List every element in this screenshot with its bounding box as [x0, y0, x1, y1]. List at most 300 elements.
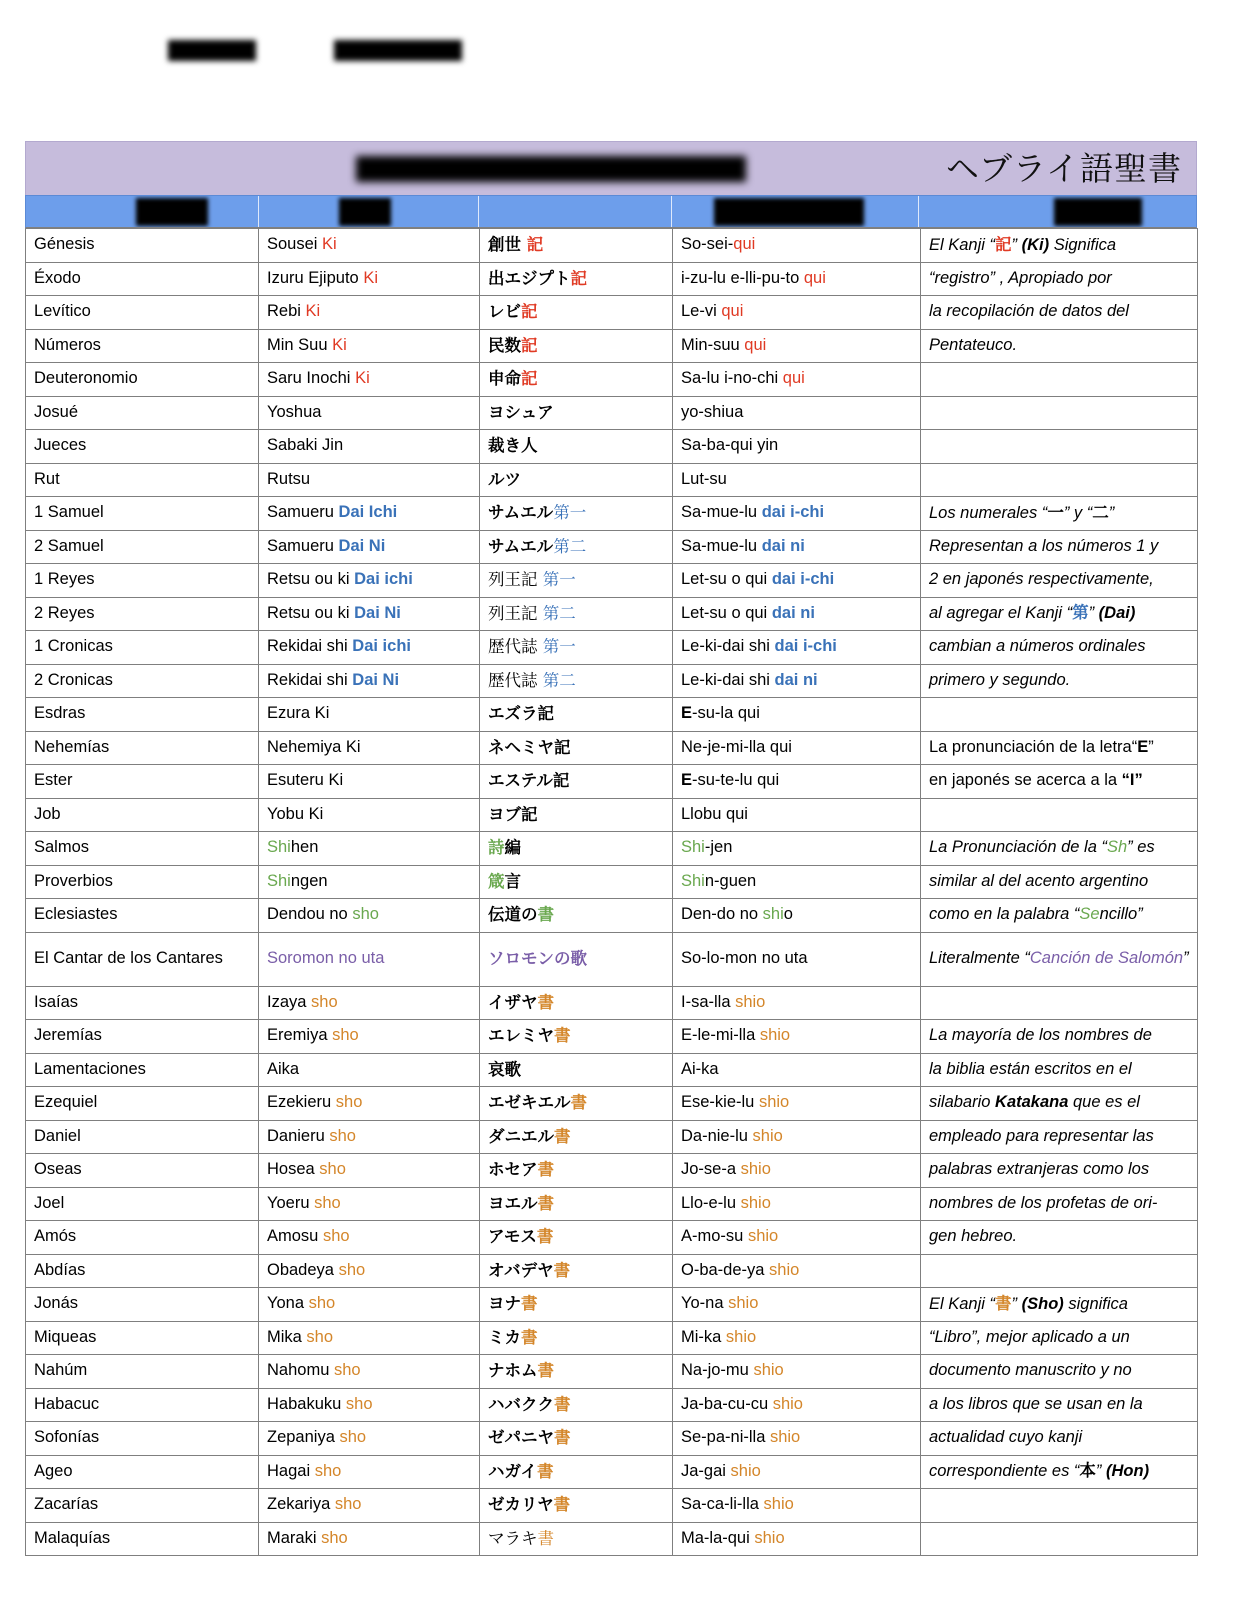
table-row[interactable]: [26, 430, 1198, 464]
japanese-run: アモス: [488, 1227, 537, 1247]
syllable-run: Sa-lu i-no-chi: [681, 369, 783, 388]
table-row[interactable]: [26, 1254, 1198, 1288]
cell-spanish-name: Eclesiastes: [26, 899, 259, 933]
japanese-run: オバデヤ: [488, 1260, 554, 1280]
romaji-run: Dai ichi: [354, 570, 413, 589]
cell-note: [921, 296, 1198, 330]
note-run: Se: [1079, 905, 1100, 924]
japanese-run: 歴代誌: [488, 637, 543, 657]
japanese-run: 書: [537, 1193, 554, 1213]
syllable-run: shio: [763, 1495, 794, 1514]
table-row[interactable]: [26, 664, 1198, 698]
table-row[interactable]: [26, 1422, 1198, 1456]
romaji-run: hen: [290, 838, 319, 857]
japanese-run: イザヤ: [488, 992, 538, 1012]
redaction-bar-header-1: [136, 198, 208, 226]
cell-romaji: [259, 1254, 480, 1288]
cell-japanese: [480, 430, 673, 464]
cell-syllabic-spanish: [673, 899, 921, 933]
note-run: El Kanji “: [929, 235, 996, 254]
syllable-run: Ai-ka: [681, 1059, 719, 1078]
cell-romaji: [259, 631, 480, 665]
romaji-run: Dai ichi: [352, 637, 411, 656]
cell-note: [921, 698, 1198, 732]
cell-spanish-name: Salmos: [26, 832, 259, 866]
redaction-bar-header-2: [339, 198, 391, 226]
cell-spanish-name: Abdías: [26, 1254, 259, 1288]
cell-syllabic-spanish: [673, 463, 921, 497]
cell-syllabic-spanish: [673, 296, 921, 330]
cell-spanish-name: Éxodo: [26, 262, 259, 296]
japanese-run: 民数: [488, 335, 521, 355]
cell-note: [921, 865, 1198, 899]
japanese-run: 第一: [553, 503, 587, 523]
cell-romaji: [259, 363, 480, 397]
cell-spanish-name: Daniel: [26, 1120, 259, 1154]
cell-romaji: [259, 1388, 480, 1422]
romaji-run: Soromon no uta: [267, 948, 385, 967]
cell-spanish-name: 2 Reyes: [26, 597, 259, 631]
japanese-run: 第一: [542, 637, 576, 657]
table-row[interactable]: [26, 396, 1198, 430]
syllable-run: dai ni: [774, 670, 818, 689]
cell-syllabic-spanish: [673, 597, 921, 631]
note-run: Representan a los números 1 y: [929, 536, 1159, 555]
cell-note: [921, 1355, 1198, 1389]
cell-spanish-name: Malaquías: [26, 1522, 259, 1556]
cell-note: [921, 1388, 1198, 1422]
table-row[interactable]: [26, 1489, 1198, 1523]
syllable-run: qui: [721, 302, 744, 321]
syllable-run: shio: [772, 1394, 803, 1413]
cell-syllabic-spanish: [673, 1321, 921, 1355]
cell-note: [921, 1187, 1198, 1221]
note-run: La mayoría de los nombres de: [929, 1026, 1152, 1045]
cell-japanese: [480, 932, 673, 986]
cell-syllabic-spanish: [673, 698, 921, 732]
table-row[interactable]: [26, 698, 1198, 732]
romaji-run: Yona: [267, 1294, 309, 1313]
column-header-spanish[interactable]: [26, 196, 259, 227]
romaji-run: Ki: [322, 235, 337, 254]
cell-romaji: [259, 1288, 480, 1322]
romaji-run: sho: [345, 1394, 373, 1413]
japanese-run: ハバクク: [488, 1394, 554, 1414]
note-run: como en la palabra “: [929, 905, 1080, 924]
romaji-run: Dai Ni: [352, 670, 400, 689]
romaji-run: sho: [321, 1528, 348, 1547]
cell-syllabic-spanish: [673, 1120, 921, 1154]
japanese-run: 歴代誌: [488, 670, 543, 690]
table-row[interactable]: [26, 597, 1198, 631]
syllable-run: shio: [769, 1428, 801, 1447]
cell-spanish-name: Sofonías: [26, 1422, 259, 1456]
table-row[interactable]: [26, 229, 1198, 263]
note-run: similar al del acento argentino: [929, 871, 1149, 890]
japanese-run: ソロモンの歌: [488, 948, 587, 968]
cell-japanese: [480, 899, 673, 933]
japanese-run: ホセア: [488, 1160, 538, 1180]
romaji-run: sho: [308, 1294, 336, 1313]
cell-romaji: [259, 597, 480, 631]
redaction-bar-header-4: [714, 198, 864, 226]
note-run: La pronunciación de la letra“: [929, 737, 1138, 756]
cell-japanese: [480, 463, 673, 497]
romaji-run: Esuteru Ki: [267, 771, 344, 790]
japanese-run: 第一: [542, 570, 576, 590]
cell-romaji: [259, 396, 480, 430]
romaji-run: Ezura Ki: [267, 704, 330, 723]
note-run: ”: [1011, 1294, 1022, 1313]
cell-spanish-name: Levítico: [26, 296, 259, 330]
romaji-run: Samueru: [267, 503, 339, 522]
note-run: La Pronunciación de la “: [929, 838, 1107, 857]
table-row[interactable]: [26, 1455, 1198, 1489]
syllable-run: shio: [728, 1294, 759, 1313]
note-run: 記: [995, 234, 1012, 254]
cell-syllabic-spanish: [673, 1355, 921, 1389]
cell-syllabic-spanish: [673, 631, 921, 665]
table-row[interactable]: [26, 1221, 1198, 1255]
syllable-run: Le-ki-dai shi: [681, 670, 775, 689]
column-header-notes[interactable]: [919, 196, 1196, 227]
syllable-run: Sa-ca-li-lla: [681, 1495, 764, 1514]
japanese-run: 書: [536, 1227, 554, 1247]
romaji-run: Yoshua: [267, 402, 322, 421]
romaji-run: Rekidai shi: [267, 637, 353, 656]
cell-note: [921, 1321, 1198, 1355]
note-run: ”: [1148, 737, 1154, 756]
japanese-run: 第二: [542, 670, 576, 690]
note-run: 二: [1092, 502, 1109, 522]
japanese-run: 第二: [553, 536, 587, 556]
japanese-run: マラキ: [488, 1528, 538, 1548]
note-run: que es el: [1068, 1093, 1140, 1112]
cell-japanese: [480, 664, 673, 698]
cell-romaji: [259, 1355, 480, 1389]
note-run: ”: [1011, 235, 1022, 254]
table-row[interactable]: [26, 1288, 1198, 1322]
table-row[interactable]: [26, 798, 1198, 832]
cell-syllabic-spanish: [673, 865, 921, 899]
cell-syllabic-spanish: [673, 1020, 921, 1054]
cell-japanese: [480, 1388, 673, 1422]
table-row[interactable]: [26, 1053, 1198, 1087]
cell-spanish-name: Job: [26, 798, 259, 832]
table-row[interactable]: [26, 262, 1198, 296]
cell-spanish-name: 1 Samuel: [26, 497, 259, 531]
cell-romaji: [259, 1489, 480, 1523]
note-run: 一: [1047, 502, 1064, 522]
note-run: Pentateuco.: [929, 335, 1018, 354]
japanese-run: 書: [554, 1428, 571, 1448]
cell-romaji: [259, 698, 480, 732]
romaji-run: Ki: [355, 369, 370, 388]
romaji-run: Hagai: [267, 1461, 315, 1480]
syllable-run: shio: [740, 1193, 771, 1212]
japanese-run: 哀歌: [488, 1059, 521, 1079]
note-run: “registro” , Apropiado por: [929, 268, 1112, 287]
syllable-run: qui: [782, 369, 805, 388]
cell-romaji: [259, 1522, 480, 1556]
syllable-run: A-mo-su: [681, 1227, 748, 1246]
cell-note: [921, 430, 1198, 464]
syllable-run: Ese-kie-lu: [681, 1093, 759, 1112]
cell-note: [921, 1020, 1198, 1054]
cell-spanish-name: Nehemías: [26, 731, 259, 765]
romaji-run: Ki: [332, 335, 347, 354]
japanese-run: レビ: [488, 302, 521, 322]
syllable-run: i-zu-lu e-lli-pu-to: [681, 268, 804, 287]
romaji-run: Nahomu: [267, 1361, 334, 1380]
note-run: ”: [1183, 948, 1189, 967]
cell-japanese: [480, 296, 673, 330]
cell-syllabic-spanish: [673, 497, 921, 531]
note-run: ”: [1108, 503, 1115, 522]
romaji-run: Dai Ichi: [338, 503, 398, 522]
books-table-sheet: [25, 141, 1197, 1556]
note-run: correspondiente es “: [929, 1462, 1080, 1481]
cell-spanish-name: Rut: [26, 463, 259, 497]
table-row[interactable]: [26, 899, 1198, 933]
japanese-run: ヨシュア: [488, 402, 554, 422]
table-row[interactable]: [26, 1154, 1198, 1188]
syllable-run: dai i-chi: [771, 570, 835, 589]
table-row[interactable]: [26, 1020, 1198, 1054]
table-row[interactable]: [26, 530, 1198, 564]
romaji-run: Rebi: [267, 302, 306, 321]
japanese-run: 書: [537, 1160, 554, 1180]
romaji-run: sho: [335, 1093, 363, 1112]
table-row[interactable]: [26, 832, 1198, 866]
cell-japanese: [480, 262, 673, 296]
syllable-run: n-guen: [704, 871, 757, 890]
japanese-run: 書: [537, 992, 554, 1012]
cell-syllabic-spanish: [673, 798, 921, 832]
romaji-run: Saru Inochi: [267, 369, 356, 388]
romaji-run: Sousei: [267, 235, 323, 254]
table-row[interactable]: [26, 1321, 1198, 1355]
column-header-japanese[interactable]: [479, 196, 672, 227]
syllable-run: Llobu qui: [681, 804, 748, 823]
table-row[interactable]: [26, 1355, 1198, 1389]
cell-romaji: [259, 1455, 480, 1489]
romaji-run: Yoeru: [267, 1193, 315, 1212]
japanese-run: エレミヤ: [488, 1026, 554, 1046]
cell-syllabic-spanish: [673, 1522, 921, 1556]
japanese-run: 書: [553, 1260, 571, 1280]
cell-spanish-name: 1 Cronicas: [26, 631, 259, 665]
table-row[interactable]: [26, 731, 1198, 765]
syllable-run: So-sei-: [681, 235, 734, 254]
note-run: (Ki): [1021, 235, 1050, 254]
cell-spanish-name: Números: [26, 329, 259, 363]
cell-romaji: [259, 296, 480, 330]
romaji-run: sho: [338, 1260, 366, 1279]
cell-spanish-name: Miqueas: [26, 1321, 259, 1355]
cell-note: [921, 798, 1198, 832]
syllable-run: Let-su o qui: [681, 603, 772, 622]
cell-japanese: [480, 1455, 673, 1489]
cell-note: [921, 986, 1198, 1020]
romaji-run: Hosea: [267, 1160, 320, 1179]
romaji-run: Izuru Ejiputo: [267, 268, 364, 287]
syllable-run: Shi: [681, 871, 705, 890]
japanese-run: 書: [521, 1327, 538, 1347]
note-run: palabras extranjeras como los: [929, 1160, 1150, 1179]
cell-note: [921, 1522, 1198, 1556]
syllable-run: Shi: [681, 838, 705, 857]
table-row[interactable]: [26, 1388, 1198, 1422]
table-row[interactable]: [26, 1120, 1198, 1154]
cell-japanese: [480, 986, 673, 1020]
note-run: cambian a números ordinales: [929, 637, 1146, 656]
cell-note: [921, 1288, 1198, 1322]
column-header-romaji[interactable]: [259, 196, 480, 227]
japanese-run: 創世: [488, 235, 527, 255]
cell-japanese: [480, 396, 673, 430]
bible-books-body: [26, 229, 1198, 1556]
romaji-run: Retsu ou ki: [267, 603, 355, 622]
note-run: la recopilación de datos del: [929, 302, 1129, 321]
romaji-run: Dai Ni: [338, 536, 386, 555]
table-row[interactable]: [26, 865, 1198, 899]
table-row[interactable]: [26, 564, 1198, 598]
romaji-run: sho: [329, 1126, 356, 1145]
syllable-run: Llo-e-lu: [681, 1193, 741, 1212]
japanese-run: ゼパニヤ: [488, 1428, 554, 1448]
cell-japanese: [480, 1254, 673, 1288]
romaji-run: Rutsu: [267, 469, 311, 488]
romaji-run: sho: [314, 1193, 341, 1212]
cell-romaji: [259, 731, 480, 765]
cell-japanese: [480, 798, 673, 832]
cell-note: [921, 363, 1198, 397]
cell-note: [921, 664, 1198, 698]
note-run: en japonés se acerca a la: [929, 771, 1122, 790]
column-header-syllable[interactable]: [672, 196, 920, 227]
cell-japanese: [480, 1120, 673, 1154]
cell-japanese: [480, 1288, 673, 1322]
table-row[interactable]: [26, 932, 1198, 986]
note-run: El Kanji “: [929, 1294, 996, 1313]
syllable-run: shio: [754, 1528, 785, 1547]
table-row[interactable]: [26, 463, 1198, 497]
romaji-run: Izaya: [267, 992, 312, 1011]
cell-note: [921, 1422, 1198, 1456]
cell-japanese: [480, 832, 673, 866]
cell-japanese: [480, 1422, 673, 1456]
japanese-run: ヨナ: [488, 1294, 521, 1314]
note-run: al agregar el Kanji “: [929, 604, 1073, 623]
romaji-run: Ki: [305, 302, 321, 321]
table-row[interactable]: [26, 329, 1198, 363]
cell-spanish-name: Josué: [26, 396, 259, 430]
japanese-run: ヨブ記: [488, 804, 538, 824]
cell-syllabic-spanish: [673, 1455, 921, 1489]
cell-spanish-name: Ageo: [26, 1455, 259, 1489]
cell-romaji: [259, 986, 480, 1020]
syllable-run: dai i-chi: [774, 637, 837, 656]
table-row[interactable]: [26, 765, 1198, 799]
syllable-run: I-sa-lla: [681, 992, 736, 1011]
romaji-run: Habakuku: [267, 1394, 346, 1413]
column-header-row: [25, 195, 1197, 228]
syllable-run: Ja-gai: [681, 1461, 731, 1480]
syllable-run: shio: [740, 1160, 771, 1179]
syllable-run: shio: [759, 1026, 791, 1045]
cell-syllabic-spanish: [673, 530, 921, 564]
japanese-run: 記: [570, 268, 587, 288]
table-row[interactable]: [26, 1522, 1198, 1556]
romaji-run: sho: [306, 1327, 334, 1346]
japanese-run: ルツ: [488, 469, 521, 489]
japanese-run: 書: [537, 1461, 554, 1481]
cell-romaji: [259, 832, 480, 866]
cell-syllabic-spanish: [673, 1489, 921, 1523]
romaji-run: Mika: [267, 1327, 307, 1346]
syllable-run: Ma-la-qui: [681, 1528, 755, 1547]
note-run: 2 en japonés respectivamente,: [929, 570, 1154, 589]
syllable-run: shio: [735, 992, 766, 1011]
table-row[interactable]: [26, 986, 1198, 1020]
cell-romaji: [259, 497, 480, 531]
cell-romaji: [259, 765, 480, 799]
romaji-run: sho: [352, 905, 379, 924]
japanese-run: ミカ: [488, 1327, 521, 1347]
syllable-run: shi: [762, 905, 784, 924]
japanese-run: ゼカリヤ: [488, 1495, 554, 1515]
note-run: “I”: [1121, 771, 1143, 790]
table-row[interactable]: [26, 1187, 1198, 1221]
table-row[interactable]: [26, 296, 1198, 330]
table-row[interactable]: [26, 631, 1198, 665]
romaji-run: sho: [333, 1361, 361, 1380]
note-run: 第: [1072, 603, 1089, 623]
cell-japanese: [480, 363, 673, 397]
cell-japanese: [480, 597, 673, 631]
japanese-run: 列王記: [488, 570, 543, 590]
syllable-run: Na-jo-mu: [681, 1361, 754, 1380]
redaction-bar-title: [356, 156, 746, 182]
cell-romaji: [259, 1120, 480, 1154]
syllable-run: shio: [752, 1126, 783, 1145]
cell-syllabic-spanish: [673, 765, 921, 799]
romaji-run: Ki: [363, 268, 378, 287]
table-row[interactable]: [26, 1087, 1198, 1121]
syllable-run: -jen: [704, 838, 733, 857]
cell-romaji: [259, 229, 480, 263]
syllable-run: Mi-ka: [681, 1327, 726, 1346]
romaji-run: Nehemiya Ki: [267, 737, 361, 756]
note-run: empleado para representar las: [929, 1126, 1154, 1145]
romaji-run: sho: [311, 992, 338, 1011]
syllable-run: -su-te-lu qui: [692, 771, 780, 790]
japanese-run: 詩: [488, 838, 505, 858]
cell-note: [921, 1489, 1198, 1523]
table-row[interactable]: [26, 363, 1198, 397]
cell-romaji: [259, 1422, 480, 1456]
syllable-run: dai i-chi: [761, 503, 825, 522]
table-row[interactable]: [26, 497, 1198, 531]
romaji-run: sho: [332, 1026, 359, 1045]
note-run: 書: [995, 1293, 1012, 1313]
syllable-run: Ne-je-mi-lla qui: [681, 737, 792, 756]
cell-romaji: [259, 1087, 480, 1121]
cell-note: [921, 564, 1198, 598]
cell-japanese: [480, 765, 673, 799]
japanese-run: 列王記: [488, 603, 543, 623]
